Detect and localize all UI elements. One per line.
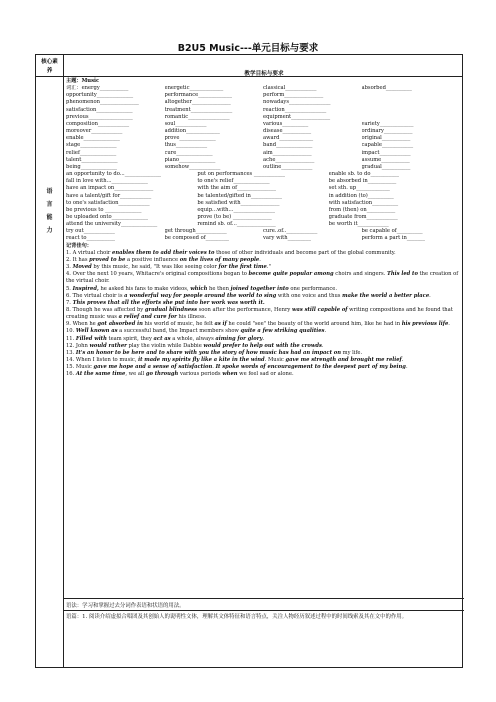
phrase-row — [66, 221, 460, 228]
sentence-text: the creation of the virtual choir. — [66, 271, 459, 285]
page-title: B2U5 Music---单元目标与要求 — [177, 43, 319, 54]
highlighted-phrase: become quite popular among — [248, 271, 334, 278]
sentence-text: 16. — [66, 371, 76, 378]
highlighted-phrase: Well known as — [75, 328, 118, 335]
vocab-item — [362, 92, 461, 99]
phrase-item: be absorbed in___________ — [328, 178, 397, 185]
sentence-item — [66, 250, 460, 257]
phrase-row — [66, 178, 460, 185]
vocab-item: various__________ — [263, 120, 309, 127]
vocab-item: relief______________ — [66, 149, 117, 156]
sentence-text: 9. When he — [66, 321, 98, 328]
sentence-text: 11. — [66, 335, 76, 342]
highlighted-phrase: his previous life — [401, 321, 449, 328]
highlighted-phrase: It spoke words of encouragement to the deepest part of my being — [215, 364, 406, 371]
highlighted-phrase: make the world a better place — [342, 292, 430, 299]
sentence-text: team spirit, they — [106, 335, 154, 342]
phrase-list — [66, 171, 460, 243]
sentence-text: a whole, always — [170, 335, 216, 342]
topic-label: 主题：Music — [66, 78, 100, 84]
highlighted-phrase: would rather — [89, 342, 127, 349]
sentence-text: one performance. — [288, 285, 337, 292]
vocab-item: addition_____________ — [164, 128, 220, 135]
highlighted-phrase: a relief and cure for — [118, 314, 177, 321]
vocab-item: outline____________ — [263, 163, 313, 170]
vocab-item — [362, 107, 461, 114]
sentence-text: , we all — [125, 371, 146, 378]
vocab-item: classical____________ — [263, 85, 317, 92]
sentence-text: 13. — [66, 349, 76, 356]
vocab-item: absorbed__________ — [361, 85, 412, 92]
vocab-row — [66, 99, 460, 106]
phrase-item: be composed of_________ — [164, 235, 230, 242]
sentence-text: . — [262, 335, 265, 342]
vocab-row — [66, 135, 460, 142]
highlighted-phrase: At the same time — [75, 371, 126, 378]
highlighted-phrase: got absorbed in — [97, 321, 143, 328]
vocab-item: aim_______________ — [263, 149, 312, 156]
vocab-item: award_____________ — [263, 135, 314, 142]
sentence-text: John — [75, 342, 90, 349]
highlighted-phrase: Filled with — [75, 335, 107, 342]
phrase-item: equip...with...________________ — [197, 206, 275, 213]
vocab-item: nowadays________________ — [263, 99, 331, 106]
sentence-item — [66, 271, 460, 285]
vocab-item: altogether_______________ — [164, 99, 231, 106]
sentence-text: . — [212, 364, 216, 371]
phrase-item: enable sb. to do___________ — [328, 171, 399, 178]
phrase-row — [66, 193, 460, 200]
sentence-item — [66, 336, 460, 343]
highlighted-phrase: gave me strength and brought me relief — [285, 357, 402, 364]
sentence-text: 7. — [66, 299, 73, 306]
highlighted-phrase: This led to — [387, 271, 418, 278]
sentence-text: 2. It has — [66, 256, 90, 263]
sentence-text: my life. — [341, 349, 363, 356]
phrase-item: prove (to be) _______________ — [197, 213, 272, 220]
sentence-item — [66, 264, 460, 271]
vocab-item: satisfaction______________ — [66, 106, 133, 113]
vocab-item: soul____________ — [164, 120, 207, 127]
sentence-text: choirs and singers. — [333, 271, 388, 278]
core-literacy-label: 核心素养 — [41, 59, 58, 74]
highlighted-phrase: gradual blindness — [144, 307, 197, 313]
sentence-item — [66, 328, 460, 335]
highlighted-phrase: act as — [153, 335, 171, 342]
highlighted-phrase: joined together into — [230, 285, 289, 292]
sentence-text: he asked his fans to make videos, — [98, 285, 191, 292]
sentence-item — [66, 350, 460, 357]
vocab-item: equipment_______________ — [263, 113, 331, 120]
vocab-row — [66, 107, 460, 114]
phrase-row — [66, 171, 460, 178]
highlighted-phrase: which — [190, 285, 208, 292]
sentence-text: various periods — [178, 371, 223, 378]
phrase-row — [66, 235, 460, 242]
vocab-item: assume___________ — [361, 156, 410, 163]
vocab-item: prove______________ — [164, 135, 216, 142]
sentence-item — [66, 286, 460, 293]
phrase-item: try out____________ — [66, 228, 115, 235]
vocab-item: performance_____________ — [164, 92, 232, 99]
content-cell — [66, 78, 460, 379]
sentence-text: 3. — [66, 264, 73, 271]
vocab-item: disease___________ — [263, 128, 312, 135]
sentence-text: 4. Over the next 10 years, Whitacre's original compositions began to — [66, 271, 249, 278]
vocab-item: phenomenon_______________ — [66, 99, 139, 106]
phrase-item: be worth it____________ — [328, 221, 389, 228]
vocab-row — [66, 164, 460, 171]
vocab-item: somehow____________ — [164, 163, 221, 170]
phrase-item: fall in love with...______________ — [66, 178, 148, 185]
phrase-item: be satisfied with_______________ — [197, 199, 280, 206]
phrase-row — [66, 185, 460, 192]
sentence-text: play the violin while Dabbie — [126, 342, 204, 349]
phrase-item: graduate from____________ — [328, 213, 398, 220]
vocab-item: stage______________ — [66, 142, 117, 149]
phrase-item: from (then) on___________ — [328, 206, 396, 213]
highlighted-phrase: It's an honor to be here and to share with you the story of how music has had an impact on — [75, 349, 342, 356]
phrase-item: vary with_________ — [263, 235, 311, 242]
phrase-item: with the aim of_______________ — [197, 185, 276, 192]
sentences-title: 记背佳句： — [66, 242, 92, 249]
sentence-text: 6. The virtual choir is — [66, 292, 125, 299]
vocab-item: opportunity______________ — [66, 92, 134, 99]
sentence-text: . — [405, 364, 408, 371]
sentence-text: 14. — [66, 357, 76, 364]
vocab-item: composition____________ — [66, 120, 130, 127]
sentence-text: . — [429, 292, 431, 299]
sentence-item — [66, 321, 460, 328]
sentence-text: those of other individuals and become part of the global community. — [214, 249, 396, 256]
sentence-text: soon after the performance, Henry — [197, 307, 293, 313]
sentence-text: 10. — [66, 328, 76, 335]
sentence-item — [66, 307, 460, 321]
sentence-text: . — [259, 256, 261, 263]
sentence-item — [66, 300, 460, 307]
vocab-item: impact____________ — [361, 149, 411, 156]
vocab-item: capable____________ — [361, 142, 414, 149]
phrase-item: to one's satisfaction____________ — [66, 199, 150, 206]
vocab-item: variety_____________ — [361, 120, 414, 127]
sentence-text: . — [321, 342, 324, 349]
vocab-item: romantic________________ — [164, 113, 230, 120]
vocab-item: reaction________________ — [263, 106, 327, 113]
divider-discourse — [64, 610, 464, 611]
table-header: 教学目标与要求 — [244, 71, 284, 77]
vocab-item: 词汇：energy___________ — [66, 85, 129, 92]
phrase-item: have a talent/gift for____________ — [66, 192, 152, 199]
vocab-row — [66, 121, 460, 128]
vocabulary-list — [66, 85, 460, 171]
vocab-item: ordinary___________ — [361, 128, 413, 135]
language-ability-label: 语言能力 — [46, 188, 53, 234]
highlighted-phrase: enables them to add their voices to — [112, 249, 215, 256]
vocab-item: gradual___________ — [361, 163, 411, 170]
sentence-item — [66, 371, 460, 378]
highlighted-phrase: go through — [145, 371, 179, 378]
highlighted-phrase: would prefer to help out with the crowds — [203, 342, 322, 349]
phrase-item: react to___________ — [66, 235, 116, 242]
highlighted-phrase: when — [222, 371, 238, 378]
highlighted-phrase: was still capable of — [292, 307, 348, 313]
sentence-text: he then — [207, 285, 231, 292]
sentence-text: his world of music, he felt — [142, 321, 215, 328]
sentence-text: 1. A virtual choir — [66, 249, 113, 256]
phrase-row — [66, 214, 460, 221]
highlighted-phrase: for the first time — [218, 264, 267, 271]
sentence-text: he could "see" the beauty of the world around him, like he had in — [226, 321, 402, 328]
phrase-item: an opportunity to do...______________ — [66, 171, 162, 178]
vocab-item: ache_______________ — [263, 156, 315, 163]
vocab-item: cure______________ — [164, 149, 213, 156]
highlighted-phrase: aiming for glory — [215, 335, 263, 342]
grammar-goal: 语法：学习和掌握过去分词作表语和状语的用法。 — [66, 603, 185, 609]
vocab-row — [66, 157, 460, 164]
vocab-item: treatment________________ — [164, 106, 233, 113]
vocab-row — [66, 92, 460, 99]
sentence-text: a successful band, the Impact members show — [117, 328, 241, 335]
highlighted-phrase: This proves that all the efforts she put into her work was worth it. — [72, 299, 265, 306]
sentence-text: ." — [266, 264, 271, 271]
highlighted-phrase: quite a few striking qualities — [240, 328, 325, 335]
phrase-item: put on performances ____________ — [197, 171, 285, 178]
sentence-item — [66, 364, 460, 371]
vocab-item: original___________ — [361, 135, 411, 142]
sentence-item — [66, 343, 460, 350]
phrase-row — [66, 207, 460, 214]
vocab-row — [66, 114, 460, 121]
sentence-text: . — [401, 357, 404, 364]
sentence-text: by this music, he said, "It was like seeing color — [91, 264, 219, 271]
sentence-text: 8. Though he was affected by — [66, 307, 145, 313]
sentence-text: . — [324, 328, 327, 335]
vocab-item: enable______________ — [66, 135, 120, 142]
phrase-item: cure..of..____________ — [263, 228, 318, 235]
vocab-item: perform_______________ — [263, 92, 324, 99]
highlighted-phrase: it made my spirits fly like a kite in the wind — [138, 357, 265, 364]
vocab-row — [66, 85, 460, 92]
sentence-list — [66, 250, 460, 379]
vocab-item: previous_________________ — [66, 113, 133, 120]
highlighted-phrase: Moved — [72, 264, 92, 271]
vocab-item — [362, 114, 461, 121]
sentence-item — [66, 257, 460, 264]
vocab-item: moreover____________ — [66, 128, 123, 135]
sentence-text: his illness. — [176, 314, 207, 321]
vocab-item — [362, 99, 461, 106]
sentence-text: with one voice and thus — [276, 292, 343, 299]
highlighted-phrase: Inspired, — [72, 285, 99, 292]
vocab-item: thus____________ — [164, 142, 208, 149]
phrase-item: be talented/gifted in____________ — [197, 192, 282, 199]
sentence-text: a positive influence — [125, 256, 180, 263]
phrase-item: in addition (to)__________ — [328, 192, 394, 199]
phrase-item: get through____________ — [164, 228, 227, 235]
vocab-row — [66, 142, 460, 149]
highlighted-phrase: as if — [214, 321, 227, 328]
vocab-row — [66, 128, 460, 135]
sentence-text: When I listen to music, — [75, 357, 139, 364]
phrase-item: perform a part in_______ — [361, 235, 425, 242]
discourse-goal: 语篇：1. 阅读介绍虚拟合唱团及其创始人的说明性文体，理解其文体特征和语言特点，关注人物经历叙述过程中的时间线索及其在文中的作用。 — [66, 614, 408, 620]
sentence-text: we feel sad or alone. — [237, 371, 294, 378]
vocab-item: talent______________ — [66, 156, 118, 163]
sentence-item — [66, 357, 460, 364]
phrase-item: be previous to ______________ — [66, 206, 142, 213]
vocab-row — [66, 150, 460, 157]
phrase-item: be capable of__________ — [361, 228, 423, 235]
sentence-text: writing compositions and he found that creating music was — [66, 307, 453, 321]
highlighted-phrase: a wonderful way for people around the world to sing — [124, 292, 277, 299]
sentence-text: 15. Music — [66, 364, 94, 371]
phrase-item: with satisfaction__________ — [328, 199, 399, 206]
phrase-item: have an impact on_______________ — [66, 185, 154, 192]
goals-table — [35, 54, 463, 668]
highlighted-phrase: proved to be — [89, 256, 126, 263]
highlighted-phrase: on the lives of many people — [179, 256, 260, 263]
phrase-item: be uploaded onto______________ — [66, 213, 148, 220]
left-label-column — [36, 55, 64, 667]
sentence-text: . — [448, 321, 450, 328]
sentence-item — [66, 293, 460, 300]
divider-grammar — [64, 598, 464, 599]
highlighted-phrase: gave me hope and a sense of satisfaction — [93, 364, 213, 371]
phrase-item: attend the university______________ — [66, 221, 158, 228]
vocab-item: band______________ — [263, 142, 313, 149]
sentence-text: 12. — [66, 342, 76, 349]
phrase-item: to one's relief______________ — [197, 178, 270, 185]
vocab-item: energetic_____________ — [164, 85, 224, 92]
vocab-item: piano______________ — [164, 156, 216, 163]
phrase-item: remind sb. of..._______________ — [197, 221, 276, 228]
phrase-row — [66, 228, 460, 235]
sentence-text: 5. — [66, 285, 73, 292]
sentence-text: . Music — [264, 357, 286, 364]
phrase-row — [66, 200, 460, 207]
vocab-item: being______________ — [66, 163, 118, 170]
phrase-item: set sth. up_____________ — [328, 185, 390, 192]
